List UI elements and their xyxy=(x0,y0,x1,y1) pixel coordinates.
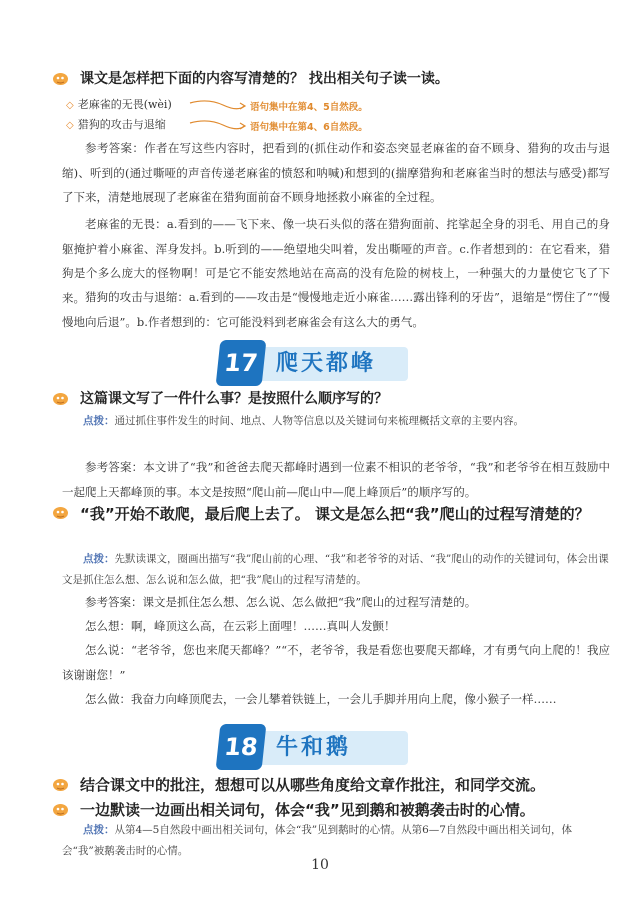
answer-text: 课文是抓住怎么想、怎么说、怎么做把“我”爬山的过程写清楚的。 xyxy=(142,595,477,609)
hint-label: 点拨： xyxy=(83,824,115,836)
question-text: 这篇课文写了一件什么事？是按照什么顺序写的？ xyxy=(80,391,388,407)
curved-arrow-icon xyxy=(188,118,248,132)
question-text: 一边默读一边画出相关词句，体会“我”见到鹅和被鹅袭击时的心情。 xyxy=(80,801,535,819)
hint-text: 从第4—5自然段中画出相关词句，体会“我”见到鹅时的心情。从第6—7自然段中画出相关词句，体会“我”被鹅袭击时的心情。 xyxy=(62,824,572,857)
bullet-dog xyxy=(66,117,166,134)
answer-label: 参考答案： xyxy=(85,595,143,609)
answer-paragraph xyxy=(62,590,610,615)
question-annotation xyxy=(56,774,616,796)
answer-label: 参考答案： xyxy=(85,141,145,155)
hint-paragraph xyxy=(62,549,610,591)
hint-paragraph xyxy=(62,411,610,432)
question-text: 结合课文中的批注，想想可以从哪些角度给文章作批注，和同学交流。 xyxy=(80,776,546,794)
question-text: 课文是怎样把下面的内容写清楚的？ 找出相关句子读一读。 xyxy=(80,71,449,87)
curved-arrow-icon xyxy=(188,98,248,112)
say-paragraph: 怎么说：“老爷爷，您也来爬天都峰？”“不，老爷爷，我是看您也要爬天都峰，才有勇气向上爬的！我应该谢谢您！” xyxy=(62,643,610,682)
hint-text: 通过抓住事件发生的时间、地点、人物等信息以及关键词句来梳理概括文章的主要内容。 xyxy=(114,415,524,427)
lesson-number: 17 xyxy=(216,340,267,386)
question-feelings xyxy=(56,799,616,821)
hint-label: 点拨： xyxy=(83,415,115,427)
hint-label: 点拨： xyxy=(83,553,115,565)
bullet-sparrow xyxy=(66,97,172,114)
question-climb-process xyxy=(56,502,616,526)
answer-paragraph xyxy=(62,136,610,210)
margin-note: 语句集中在第4、6自然段。 xyxy=(250,122,368,133)
answer-paragraph xyxy=(62,455,610,504)
bullet-text: 老麻雀的无畏(wèi) xyxy=(77,98,172,111)
bookworm-icon xyxy=(52,71,69,86)
question-text: “我”开始不敢爬，最后爬上去了。 课文是怎么把“我”爬山的过程写清楚的？ xyxy=(80,505,590,523)
lesson-title: 爬天都峰 xyxy=(276,351,377,376)
diamond-icon: ◇ xyxy=(66,100,74,111)
lesson-number: 18 xyxy=(216,724,267,770)
bullet-text: 猎狗的攻击与退缩 xyxy=(77,118,166,131)
bookworm-icon xyxy=(52,391,69,406)
bookworm-icon xyxy=(52,802,69,817)
diamond-icon: ◇ xyxy=(66,120,74,131)
answer-label: 参考答案： xyxy=(85,460,144,474)
lesson-banner-17 xyxy=(218,340,418,388)
lesson-banner-18 xyxy=(218,724,418,772)
question-how-written xyxy=(56,68,616,90)
paragraph-dog: 猎狗的攻击与退缩：a.看到的——攻击是“慢慢地走近小麻雀……露出锋利的牙齿”，退缩是“愣住了”“慢慢地向后退”。b.作者想到的：它可能没料到老麻雀会有这么大的勇气。 xyxy=(62,290,610,329)
answer-text: 作者在写这些内容时，把看到的(抓住动作和姿态突显老麻雀的奋不顾身、猎狗的攻击与退缩)、听到的(通过嘶哑的声音传递老麻雀的愤怒和呐喊)和想到的(揣摩猎狗和老麻雀当时的想法与感受)都写了下来，清楚地展现了老麻雀在猎狗面前奋不顾身地拯救小麻雀的全过程。 xyxy=(62,141,611,204)
think-paragraph: 怎么想：啊，峰顶这么高，在云彩上面哩！……真叫人发颤！ xyxy=(85,619,396,633)
page-number: 10 xyxy=(311,857,329,873)
do-paragraph: 怎么做：我奋力向峰顶爬去，一会儿攀着铁链上，一会儿手脚并用向上爬，像小猴子一样…… xyxy=(85,692,557,706)
paragraph-sparrow: 老麻雀的无畏：a.看到的——飞下来、像一块石头似的落在猎狗面前、挓挲起全身的羽毛、用自己的身躯掩护着小麻雀、浑身发抖。b.听到的——绝望地尖叫着，发出嘶哑的声音。c.作者想到的：在它看来，猎狗是个多么庞大的怪物啊！可是它不能安然地站在高高的没有危险的树枝上，一种强大的力量使它飞了下来。 xyxy=(62,217,610,305)
bookworm-icon xyxy=(52,505,69,520)
lesson-title: 牛和鹅 xyxy=(276,735,352,760)
bookworm-icon xyxy=(52,777,69,792)
answer-text: 本文讲了“我”和爸爸去爬天都峰时遇到一位素不相识的老爷爷，“我”和老爷爷在相互鼓励中一起爬上天都峰顶的事。本文是按照“爬山前—爬山中—爬上峰顶后”的顺序写的。 xyxy=(62,460,611,499)
question-what-event xyxy=(56,388,616,410)
hint-paragraph xyxy=(62,820,610,862)
hint-text: 先默读课文，圈画出描写“我”爬山前的心理、“我”和老爷爷的对话、“我”爬山的动作的关键词句，体会出课文是抓住怎么想、怎么说和怎么做，把“我”爬山的过程写清楚的。 xyxy=(62,553,609,586)
margin-note: 语句集中在第4、5自然段。 xyxy=(250,102,368,113)
